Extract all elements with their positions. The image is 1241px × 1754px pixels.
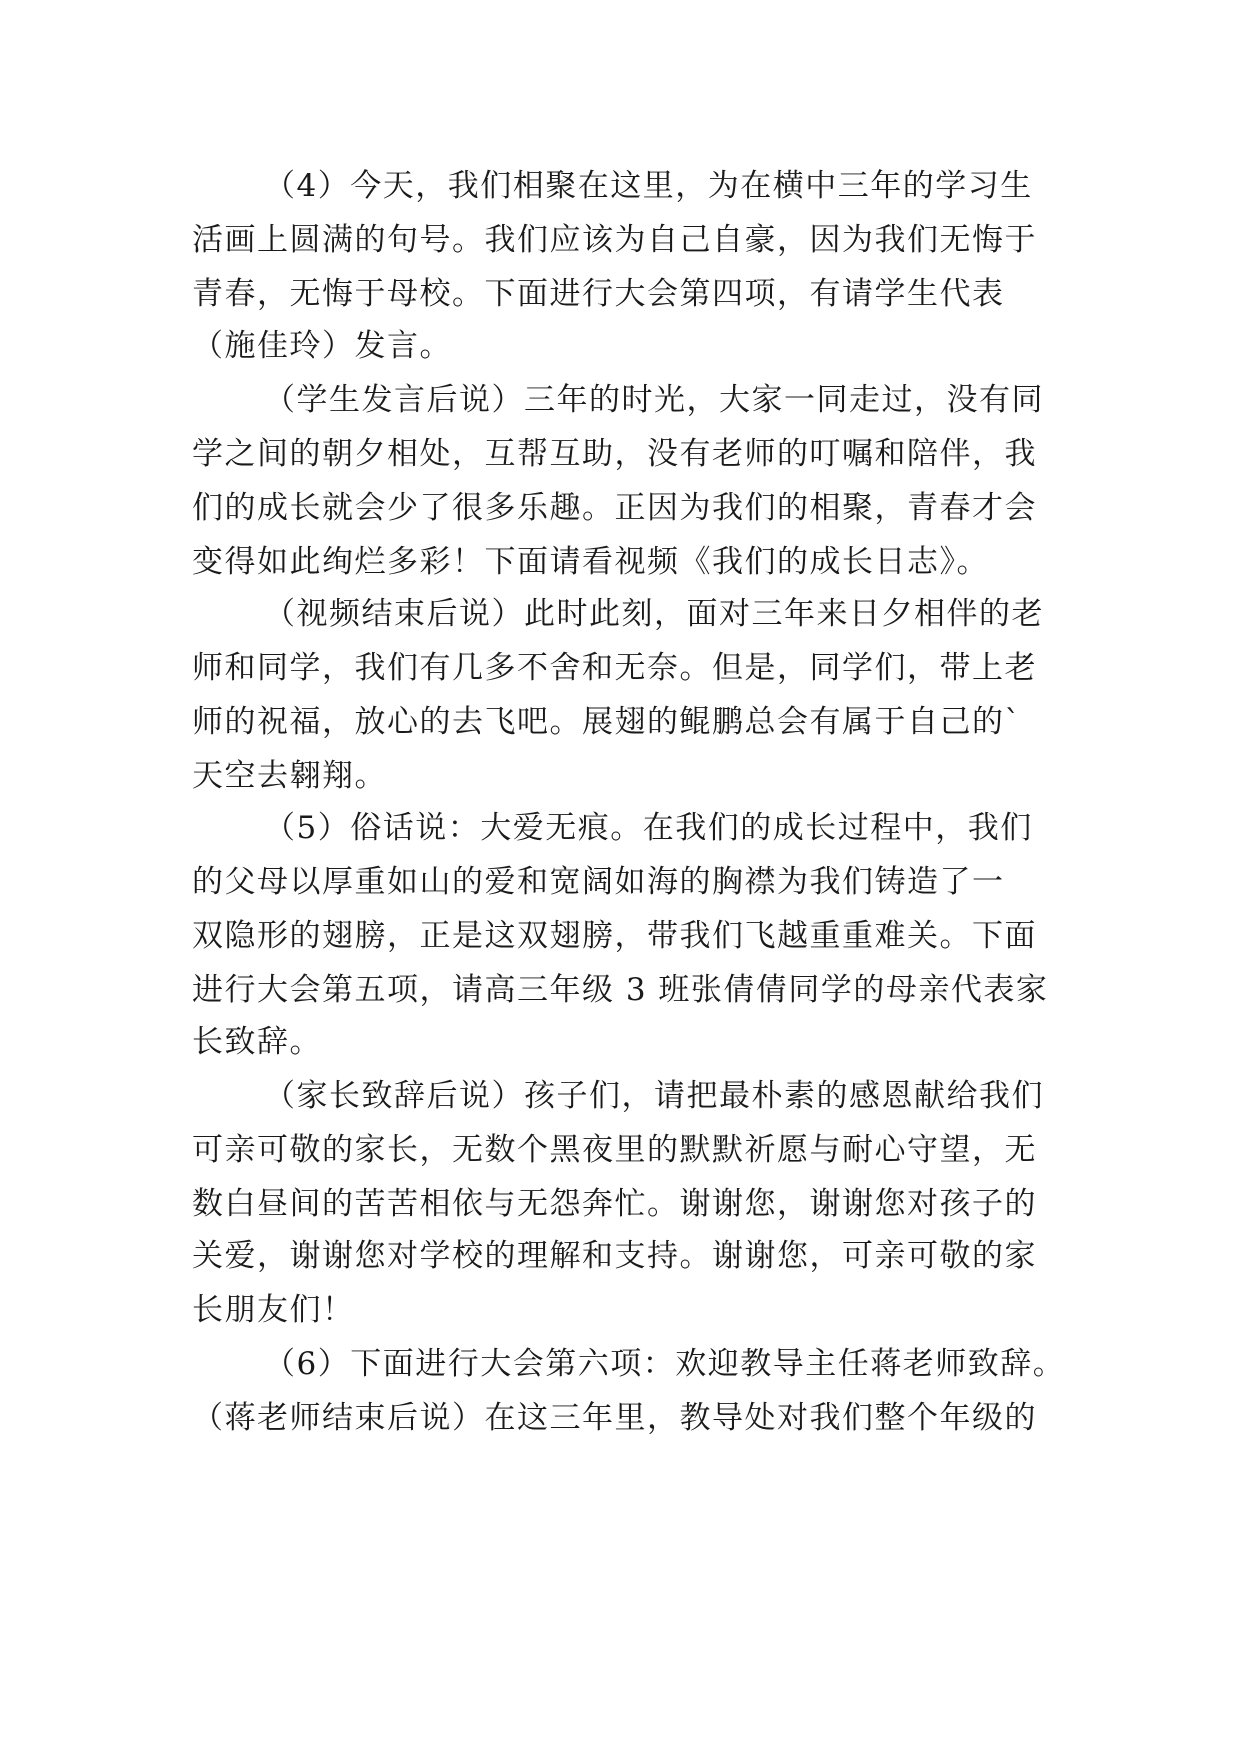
parent-speech-line-1: （家长致辞后说）孩子们，请把最朴素的感恩献给我们 [264, 1078, 1044, 1114]
paragraph-5-line-3: 双隐形的翅膀，正是这双翅膀，带我们飞越重重难关。下面 [192, 918, 1037, 954]
parent-speech-line-5: 长朋友们！ [192, 1292, 355, 1328]
student-speech-line-4: 变得如此绚烂多彩！下面请看视频《我们的成长日志》。 [192, 544, 989, 580]
paragraph-5-line-1: （5）俗话说：大爱无痕。在我们的成长过程中，我们 [264, 810, 1033, 846]
video-end-line-1: （视频结束后说）此时此刻，面对三年来日夕相伴的老 [264, 596, 1044, 632]
paragraph-5-line-4: 进行大会第五项，请高三年级 3 班张倩倩同学的母亲代表家 [192, 972, 1049, 1008]
paragraph-5-line-2: 的父母以厚重如山的爱和宽阔如海的胸襟为我们铸造了一 [192, 864, 1005, 900]
parent-speech-line-4: 关爱，谢谢您对学校的理解和支持。谢谢您，可亲可敬的家 [192, 1238, 1037, 1274]
paragraph-4-line-4: （施佳玲）发言。 [192, 328, 452, 364]
video-end-line-2: 师和同学，我们有几多不舍和无奈。但是，同学们，带上老 [192, 650, 1037, 686]
student-speech-line-1: （学生发言后说）三年的时光，大家一同走过，没有同 [264, 382, 1044, 418]
paragraph-5-line-5: 长致辞。 [192, 1024, 322, 1060]
paragraph-6-line-2: （蒋老师结束后说）在这三年里，教导处对我们整个年级的 [192, 1400, 1037, 1436]
paragraph-6-line-1: （6）下面进行大会第六项：欢迎教导主任蒋老师致辞。 [264, 1346, 1066, 1382]
student-speech-line-2: 学之间的朝夕相处，互帮互助，没有老师的叮嘱和陪伴，我 [192, 436, 1037, 472]
paragraph-4-line-2: 活画上圆满的句号。我们应该为自己自豪，因为我们无悔于 [192, 222, 1037, 258]
student-speech-line-3: 们的成长就会少了很多乐趣。正因为我们的相聚，青春才会 [192, 490, 1037, 526]
parent-speech-line-2: 可亲可敬的家长，无数个黑夜里的默默祈愿与耐心守望，无 [192, 1132, 1037, 1168]
video-end-line-4: 天空去翱翔。 [192, 758, 387, 794]
video-end-line-3: 师的祝福，放心的去飞吧。展翅的鲲鹏总会有属于自己的` [192, 704, 1022, 740]
paragraph-4-line-3: 青春，无悔于母校。下面进行大会第四项，有请学生代表 [192, 276, 1005, 312]
paragraph-4-line-1: （4）今天，我们相聚在这里，为在横中三年的学习生 [264, 168, 1033, 204]
parent-speech-line-3: 数白昼间的苦苦相依与无怨奔忙。谢谢您，谢谢您对孩子的 [192, 1186, 1037, 1222]
